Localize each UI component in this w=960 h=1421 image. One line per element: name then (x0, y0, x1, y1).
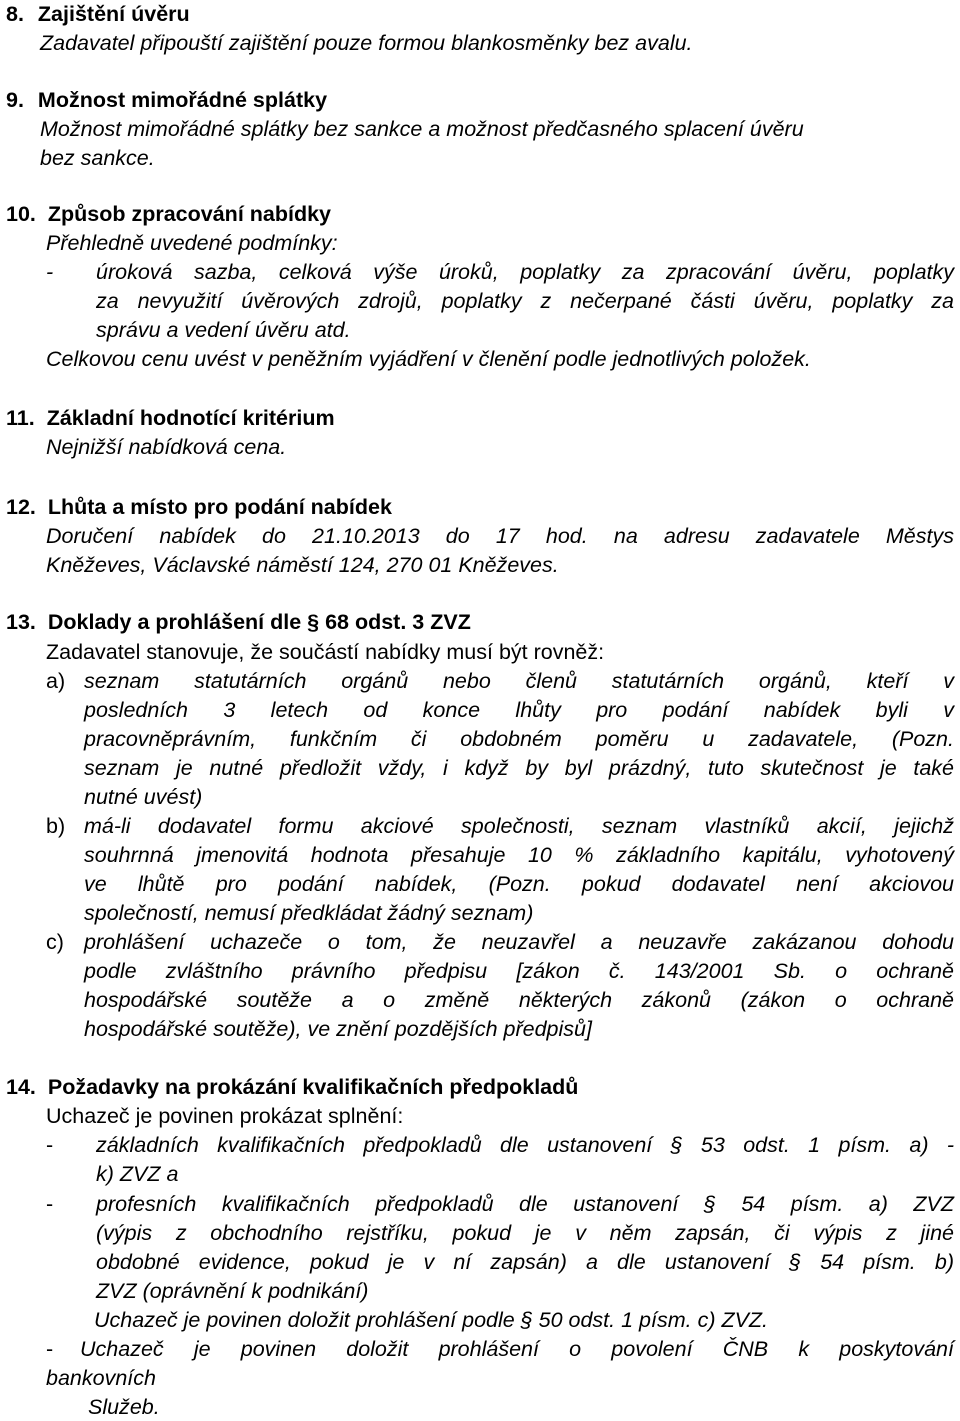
section-14-dash-1: - (46, 1133, 54, 1157)
section-14-title: Požadavky na prokázání kvalifikačních předpokladů (47, 1075, 579, 1099)
section-14-item-2-line: (výpis z obchodního rejstříku, pokud je v něm zapsán, či výpis z jiné (96, 1221, 954, 1245)
section-13-item-c-label: c) (46, 930, 64, 954)
section-10-heading (6, 200, 331, 228)
section-10-title: Způsob zpracování nabídky (47, 202, 332, 226)
section-14-dash-2: - (46, 1192, 54, 1216)
section-13-item-b-label: b) (46, 814, 66, 838)
section-13-item-b-line: má-li dodavatel formu akciové společnosti, seznam vlastníků akcií, jejichž (84, 814, 954, 838)
section-14-item-1-line: k) ZVZ a (96, 1162, 179, 1186)
section-13-intro: Zadavatel stanovuje, že součástí nabídky musí být rovněž: (46, 640, 605, 664)
section-14-item-3-line: Služeb. (88, 1395, 160, 1419)
section-13-item-a-line: seznam statutárních orgánů nebo členů statutárních orgánů, kteří v (84, 669, 954, 693)
section-11-title: Základní hodnotící kritérium (46, 406, 335, 430)
section-12-text-line1: Doručení nabídek do 21.10.2013 do 17 hod. na adresu zadavatele Městys (46, 524, 954, 548)
section-14-dash-3: - (46, 1337, 54, 1361)
section-10-item-line2: za nevyužití úvěrových zdrojů, poplatky z nečerpané části úvěru, poplatky za (96, 289, 954, 313)
section-9-heading (6, 86, 327, 114)
section-13-item-b-line: společností, nemusí předkládat žádný seznam) (84, 901, 534, 925)
section-13-item-c-line: hospodářské soutěže a o změně některých zákonů (zákon o ochraně (84, 988, 954, 1012)
section-14-number: 14. (6, 1075, 36, 1099)
section-12-heading (6, 493, 392, 521)
section-14-item-1-line: základních kvalifikačních předpokladů dle ustanovení § 53 odst. 1 písm. a) - (96, 1133, 954, 1157)
section-10-item-line1: úroková sazba, celková výše úroků, poplatky za zpracování úvěru, poplatky (96, 260, 954, 284)
section-13-title: Doklady a prohlášení dle § 68 odst. 3 ZVZ (47, 610, 471, 634)
section-8-title: Zajištění úvěru (37, 2, 190, 26)
section-11-number: 11. (6, 406, 35, 430)
section-9-number: 9. (6, 88, 24, 112)
section-13-item-a-line: seznam je nutné předložit vždy, i když by byl prázdný, tuto skutečnost je také (84, 756, 954, 780)
section-14-intro: Uchazeč je povinen prokázat splnění: (46, 1104, 404, 1128)
section-14-item-2-line: obdobné evidence, pokud je v ní zapsán) a dle ustanovení § 54 písm. b) (96, 1250, 954, 1274)
section-9-text-line1: Možnost mimořádné splátky bez sankce a možnost předčasného splacení úvěru (40, 117, 804, 141)
section-13-item-a-line: pracovněprávním, funkčním či obdobném poměru u zadavatele, (Pozn. (84, 727, 954, 751)
section-8-number: 8. (6, 2, 24, 26)
section-14-declaration: Uchazeč je povinen doložit prohlášení podle § 50 odst. 1 písm. c) ZVZ. (94, 1308, 769, 1332)
section-9-text-line2: bez sankce. (40, 146, 155, 170)
section-14-item-2-line: ZVZ (oprávnění k podnikání) (96, 1279, 369, 1303)
section-14-item-3-line: bankovních (46, 1366, 156, 1390)
section-12-text-line2: Kněževes, Václavské náměstí 124, 270 01 Kněževes. (46, 553, 559, 577)
section-9-title: Možnost mimořádné splátky (37, 88, 328, 112)
section-13-item-b-line: souhrnná jmenovitá hodnota přesahuje 10 % základního kapitálu, vyhotovený (84, 843, 954, 867)
section-13-item-c-line: prohlášení uchazeče o tom, že neuzavřel a neuzavře zakázanou dohodu (84, 930, 954, 954)
section-10-number: 10. (6, 202, 36, 226)
section-13-item-a-line: posledních 3 letech od konce lhůty pro podání nabídek byli v (84, 698, 954, 722)
section-12-title: Lhůta a místo pro podání nabídek (47, 495, 392, 519)
section-10-dash: - (46, 260, 54, 284)
section-11-text: Nejnižší nabídková cena. (46, 435, 287, 459)
section-13-heading (6, 608, 471, 636)
section-13-item-a-line: nutné uvést) (84, 785, 203, 809)
section-11-heading (6, 404, 335, 432)
section-14-heading (6, 1073, 578, 1101)
section-13-item-a-label: a) (46, 669, 66, 693)
section-13-item-b-line: ve lhůtě pro podání nabídek, (Pozn. pokud dodavatel není akciovou (84, 872, 954, 896)
section-13-number: 13. (6, 610, 36, 634)
section-14-item-2-line: profesních kvalifikačních předpokladů dle ustanovení § 54 písm. a) ZVZ (96, 1192, 954, 1216)
section-10-item-line3: správu a vedení úvěru atd. (96, 318, 351, 342)
section-10-intro: Přehledně uvedené podmínky: (46, 231, 338, 255)
section-8-heading (6, 0, 190, 28)
section-8-text: Zadavatel připouští zajištění pouze formou blankosměnky bez avalu. (40, 31, 693, 55)
section-12-number: 12. (6, 495, 36, 519)
section-14-item-3-line: Uchazeč je povinen doložit prohlášení o povolení ČNB k poskytování (80, 1337, 954, 1361)
section-13-item-c-line: podle zvláštního právního předpisu [zákon č. 143/2001 Sb. o ochraně (84, 959, 954, 983)
section-13-item-c-line: hospodářské soutěže), ve znění pozdějších předpisů] (84, 1017, 592, 1041)
section-10-closing: Celkovou cenu uvést v peněžním vyjádření v členění podle jednotlivých položek. (46, 347, 811, 371)
